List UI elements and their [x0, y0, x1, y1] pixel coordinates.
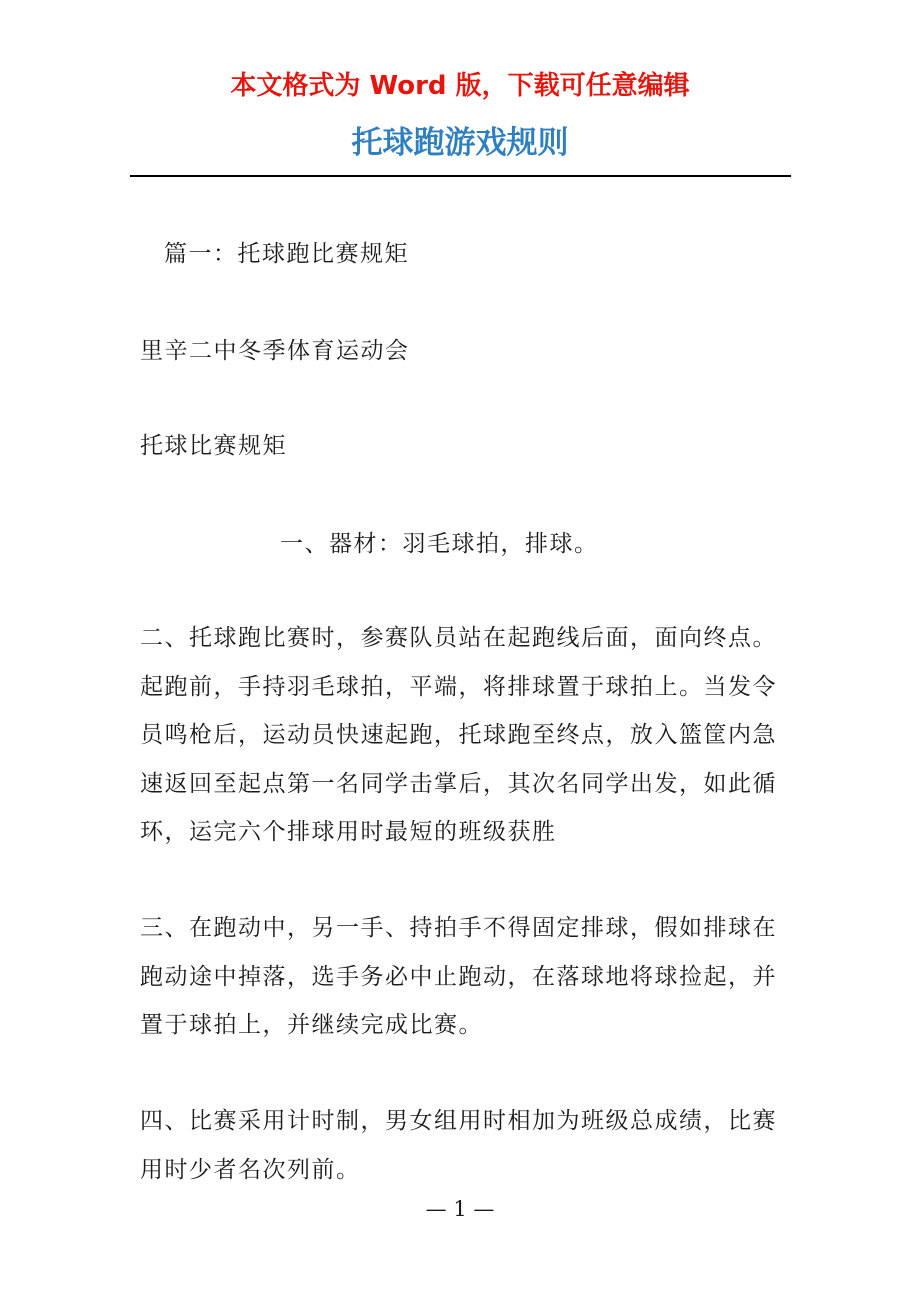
- rule-3-dropped-ball: 三、在跑动中，另一手、持拍手不得固定排球，假如排球在跑动途中掉落，选手务必中止跑动，在落球地将球捡起，并置于球拍上，并继续完成比赛。: [140, 915, 777, 1038]
- title-divider: [130, 175, 791, 177]
- page-number: — 1 —: [425, 1197, 495, 1221]
- section-heading: 篇一：托球跑比赛规矩: [164, 241, 409, 267]
- rule-4-timing: 四、比赛采用计时制，男女组用时相加为班级总成绩，比赛用时少者名次列前。: [140, 1108, 777, 1183]
- download-notice: 本文格式为 Word 版，下载可任意编辑: [230, 71, 690, 101]
- event-name: 里辛二中冬季体育运动会: [140, 338, 410, 364]
- rule-1-equipment: 一、器材：羽毛球拍，排球。: [280, 531, 599, 557]
- rules-title: 托球比赛规矩: [140, 433, 287, 459]
- document-title: 托球跑游戏规则: [351, 125, 569, 161]
- rule-2-procedure: 二、托球跑比赛时，参赛队员站在起跑线后面，面向终点。起跑前，手持羽毛球拍，平端，将排球置于球拍上。当发令员鸣枪后，运动员快速起跑，托球跑至终点，放入篮筐内急速返回至起点第一名同学击掌后，其次名同学出发，如此循环，运完六个排球用时最短的班级获胜: [140, 625, 777, 845]
